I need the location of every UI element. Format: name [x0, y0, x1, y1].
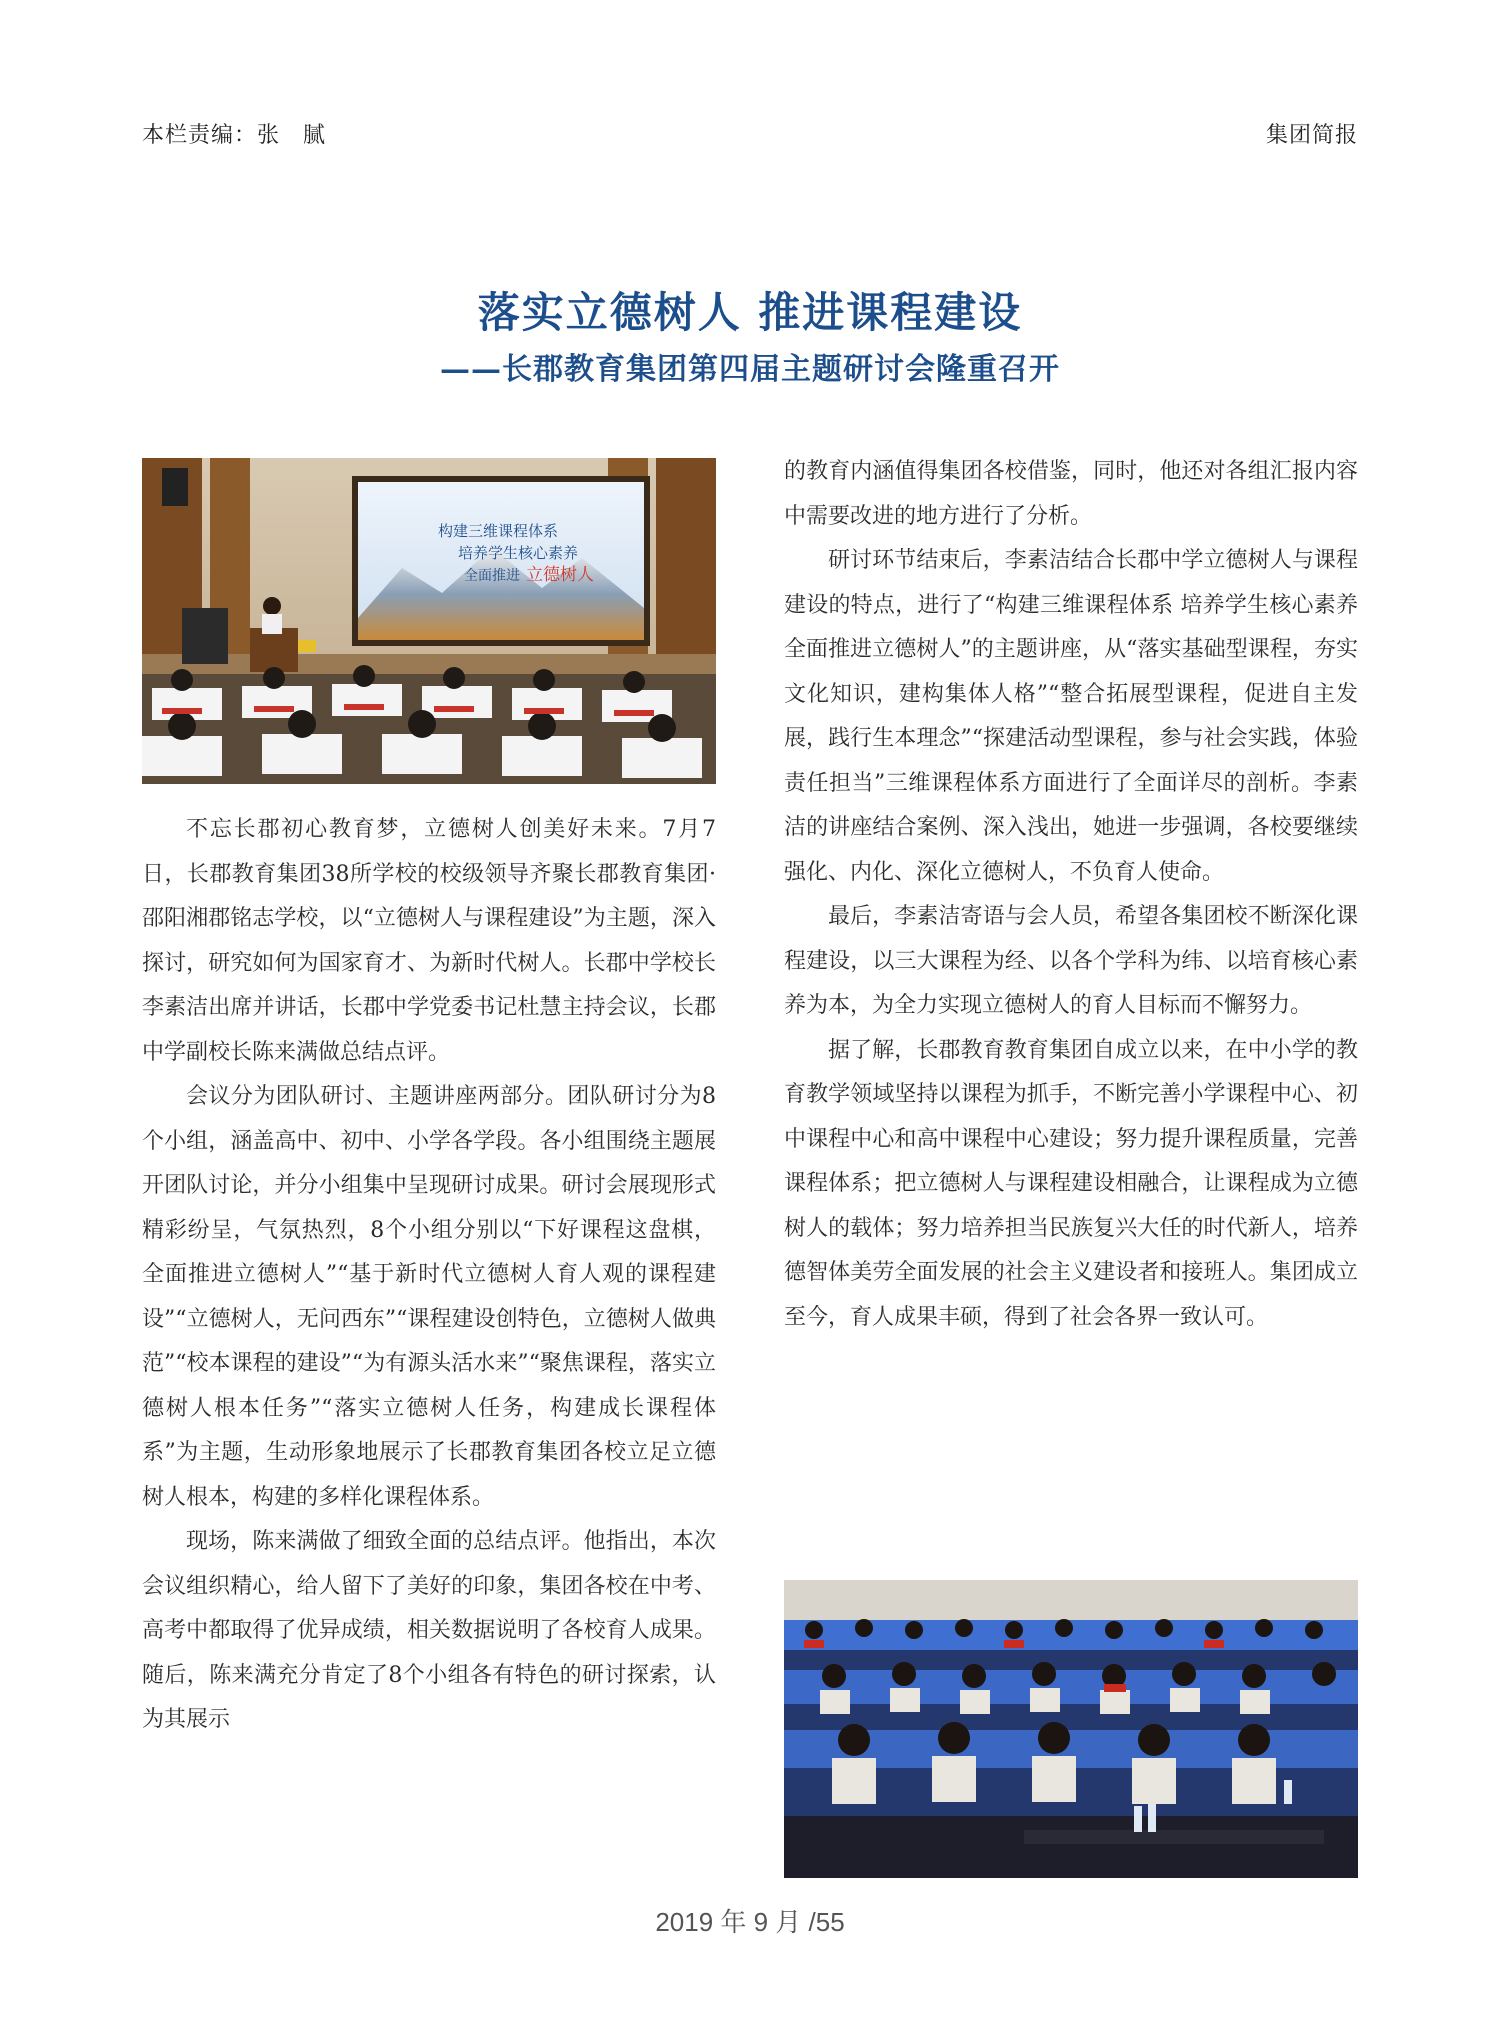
editor-credit: 本栏责编：张 腻: [142, 123, 327, 148]
paragraph-continuation: 的教育内涵值得集团各校借鉴，同时，他还对各组汇报内容中需要改进的地方进行了分析。: [784, 459, 1358, 529]
screen-text-3a: 全面推进: [464, 568, 520, 584]
audience-photo: [784, 1580, 1358, 1878]
screen-text-2: 培养学生核心素养: [458, 544, 579, 562]
article-title: 落实立德树人 推进课程建设: [477, 288, 1023, 337]
paragraph: 不忘长郡初心教育梦，立德树人创美好未来。7月7日，长郡教育集团38所学校的校级领导齐聚长郡教育集团·邵阳湘郡铭志学校，以“立德树人与课程建设”为主题，深入探讨，研究如何为国家育才、为新时代树人。长郡中学校长李素洁出席并讲话，长郡中学党委书记杜慧主持会议，长郡中学副校长陈来满做总结点评。: [142, 817, 716, 1065]
section-name: 集团简报: [1265, 123, 1358, 148]
article-subtitle: ——长郡教育集团第四届主题研讨会隆重召开: [440, 352, 1060, 387]
audience-photo-illustration: [784, 1580, 1358, 1878]
screen-text-1: 构建三维课程体系: [438, 522, 559, 540]
paragraph: 现场，陈来满做了细致全面的总结点评。他指出，本次会议组织精心，给人留下了美好的印象，集团各校在中考、高考中都取得了优异成绩，相关数据说明了各校育人成果。随后，陈来满充分肯定了8个小组各有特色的研讨探索，认为其展示: [142, 1529, 716, 1732]
right-column: [784, 450, 1358, 1340]
paragraph: 会议分为团队研讨、主题讲座两部分。团队研讨分为8个小组，涵盖高中、初中、小学各学段。各小组围绕主题展开团队讨论，并分小组集中呈现研讨成果。研讨会展现形式精彩纷呈，气氛热烈，8个小组分别以“下好课程这盘棋，全面推进立德树人”“基于新时代立德树人育人观的课程建设”“立德树人，无问西东”“课程建设创特色，立德树人做典范”“校本课程的建设”“为有源头活水来”“聚焦课程，落实立德树人根本任务”“落实立德树人任务，构建成长课程体系”为主题，生动形象地展示了长郡教育集团各校立足立德树人根本，构建的多样化课程体系。: [142, 1084, 716, 1510]
lecture-photo-illustration: [142, 458, 716, 784]
lecture-photo: [142, 458, 716, 784]
paragraph: 据了解，长郡教育教育集团自成立以来，在中小学的教育教学领域坚持以课程为抓手，不断完善小学课程中心、初中课程中心和高中课程中心建设；努力提升课程质量，完善课程体系；把立德树人与课程建设相融合，让课程成为立德树人的载体；努力培养担当民族复兴大任的时代新人，培养德智体美劳全面发展的社会主义建设者和接班人。集团成立至今，育人成果丰硕，得到了社会各界一致认可。: [784, 1037, 1358, 1330]
paragraph: 最后，李素洁寄语与会人员，希望各集团校不断深化课程建设，以三大课程为经、以各个学科为纬、以培育核心素养为本，为全力实现立德树人的育人目标而不懈努力。: [784, 904, 1358, 1018]
left-column: [142, 808, 716, 1743]
screen-text-3b: 立德树人: [526, 565, 594, 585]
page-number: 2019 年 9 月 /55: [655, 1907, 845, 1937]
paragraph: 研讨环节结束后，李素洁结合长郡中学立德树人与课程建设的特点，进行了“构建三维课程体系 培养学生核心素养 全面推进立德树人”的主题讲座，从“落实基础型课程，夯实文化知识，建构集体人格”“整合拓展型课程，促进自主发展，践行生本理念”“探建活动型课程，参与社会实践，体验责任担当”三维课程体系方面进行了全面详尽的剖析。李素洁的讲座结合案例、深入浅出，她进一步强调，各校要继续强化、内化、深化立德树人，不负育人使命。: [784, 548, 1358, 885]
